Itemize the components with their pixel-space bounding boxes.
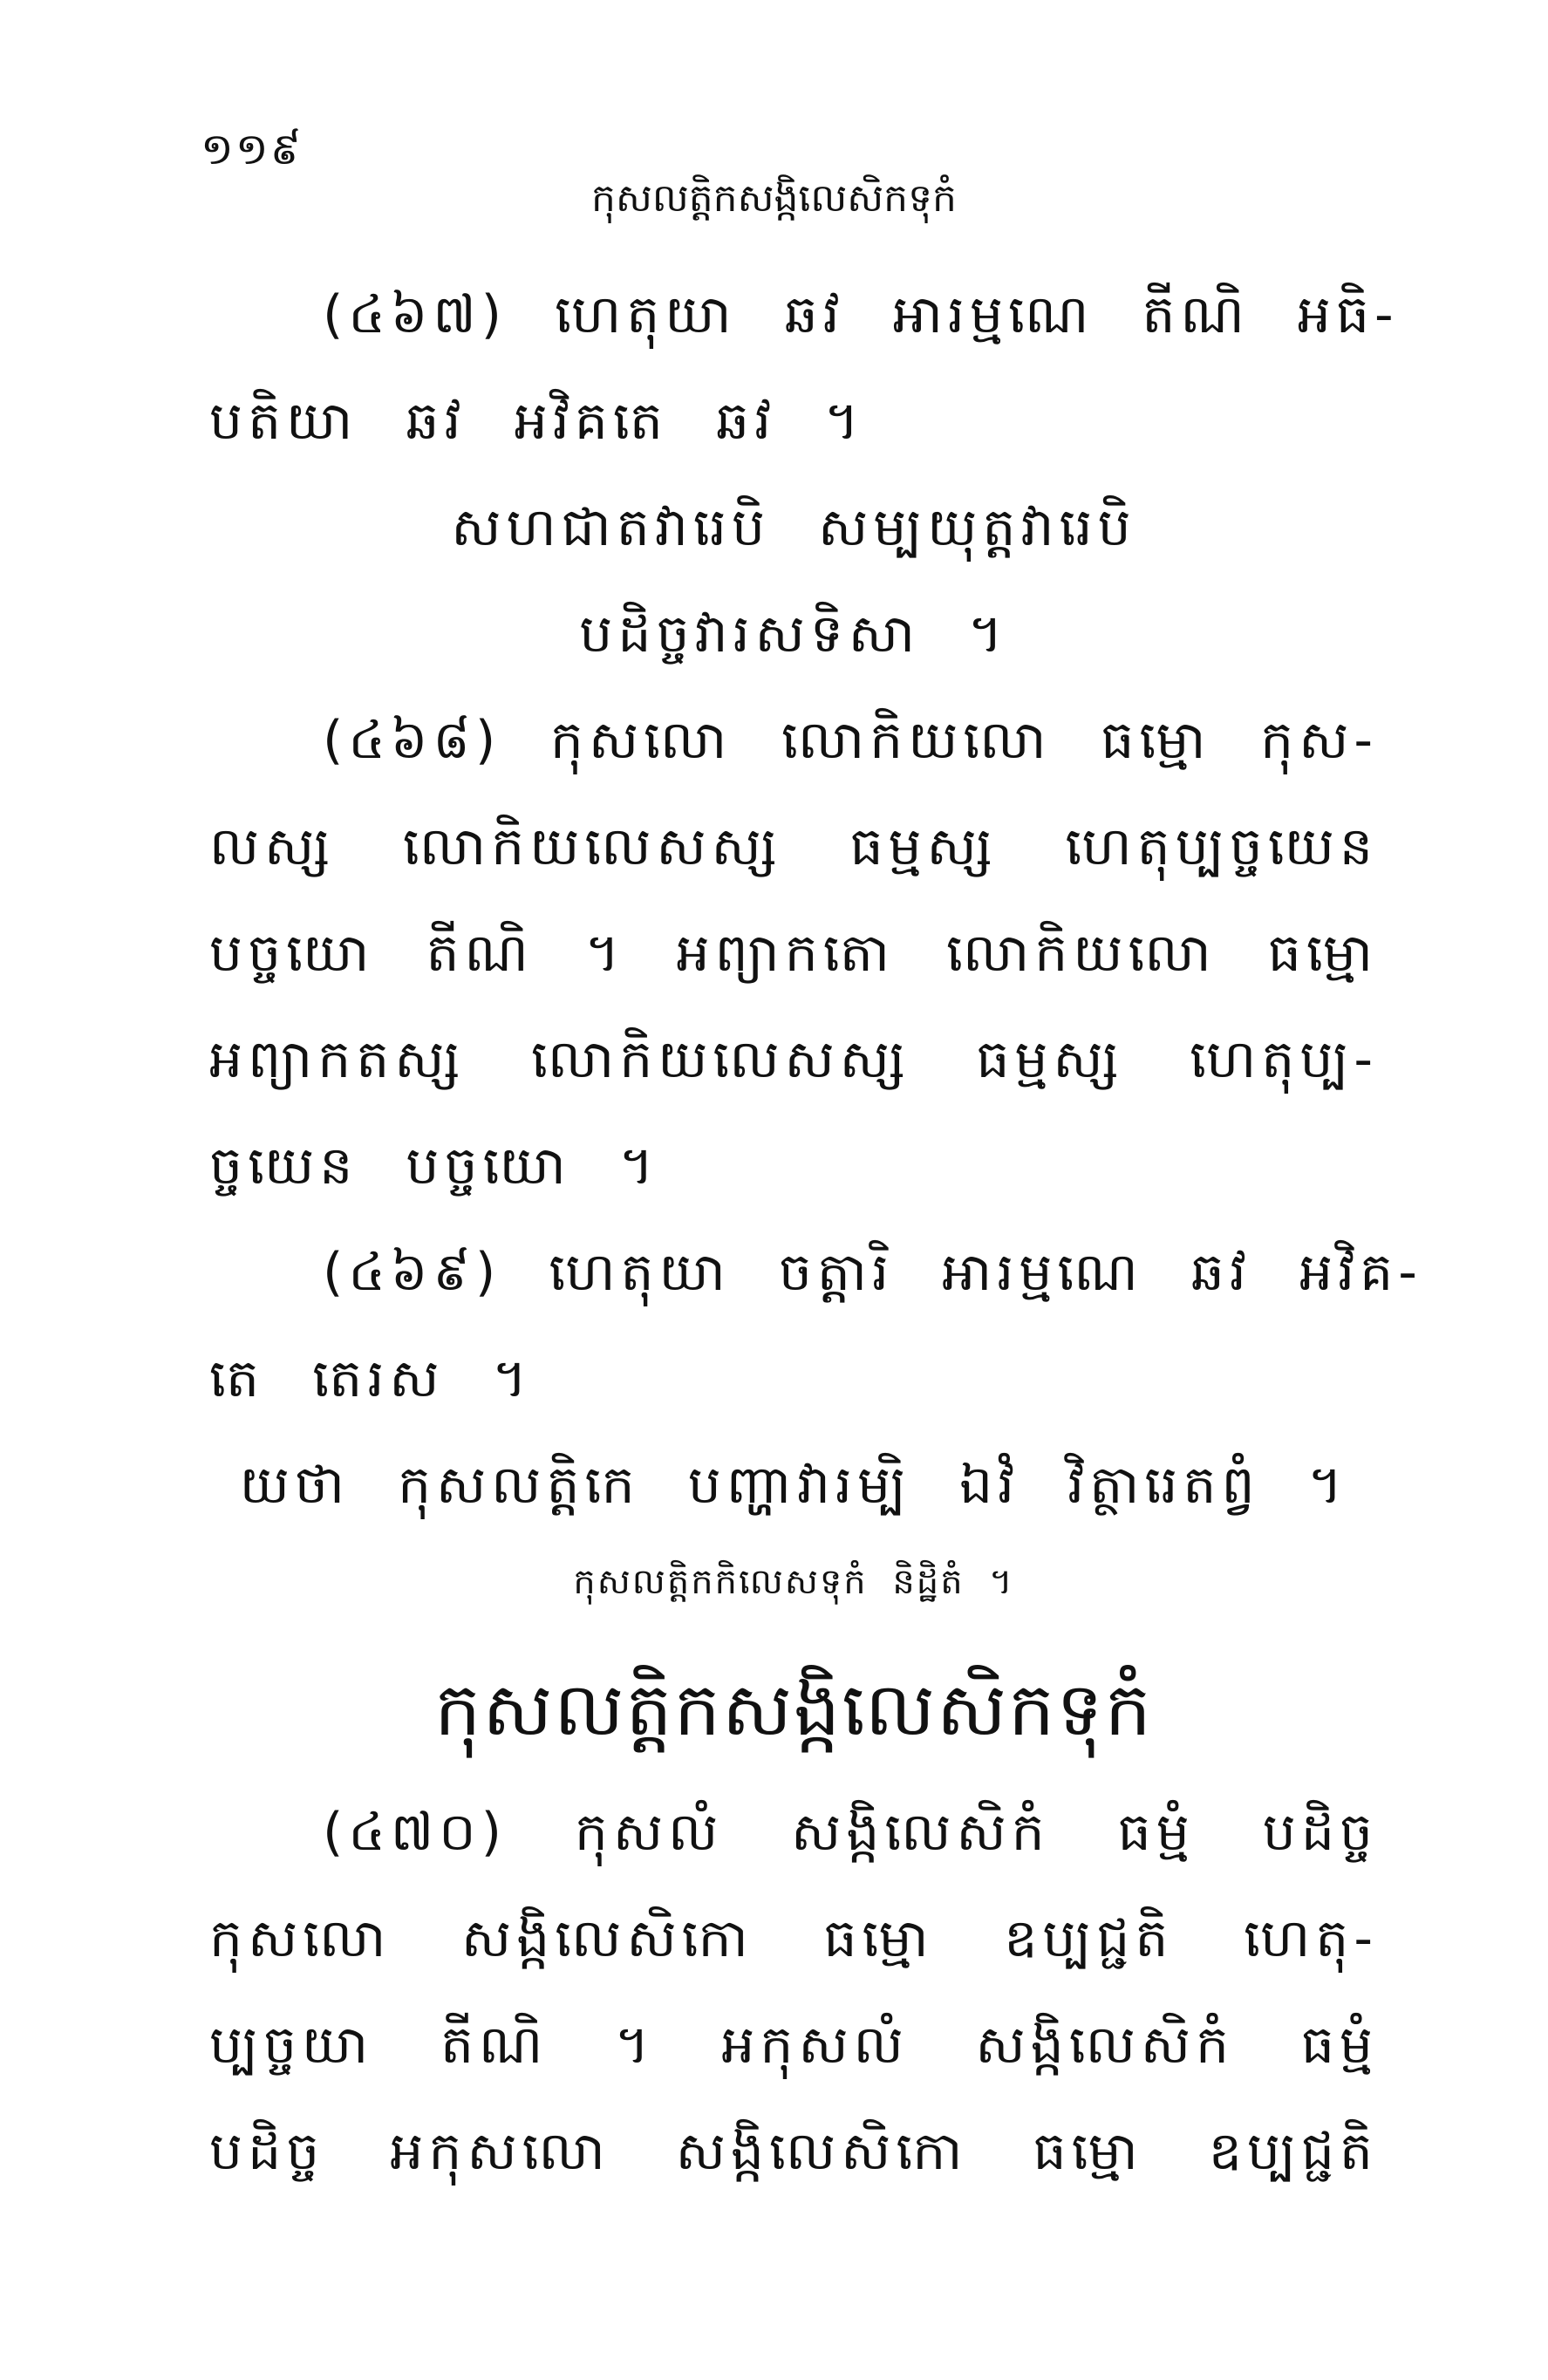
text-line: (៤៦៩) ហេតុយា ចត្តារិ អារម្មណេ ឆវ អវិគ- [323,1242,1422,1303]
text-line: តេ តេរស ។ [209,1348,533,1409]
text-line: លស្ស លោកិយលេសស្ស ធម្មស្ស ហេតុប្បច្ចយេន [209,816,1378,877]
text-line: (៤៦៧) ហេតុយា ឆវ ​អារម្មណេ តីណិ អធិ- [323,284,1399,345]
text-line: (៤៦៨) កុសលោ លោកិយលោ ធម្មោ កុស- [323,710,1378,771]
text-line: បដិច្ចវារសទិសា ។ [579,604,1008,665]
section [209,1640,1378,2205]
text-line: កុសលោ សង្កិលេសិកោ ធម្មោ ឧប្បជ្ជតិ ហេតុ- [209,1908,1378,1969]
text-line: សហជាតវារេបិ សម្បយុត្តវារេបិ [451,497,1136,558]
text-line: ប្បច្ចយា តីណិ ។ អកុសលំ សង្កិលេសិកំ ធម្មំ [209,2015,1378,2076]
text-line: អព្យាកតស្ស លោកិយលេសស្ស ធម្មស្ស ហេតុប្ប- [209,1029,1378,1090]
text-line: បច្ចយោ តីណិ ។ អព្យាកតោ លោកិយលោ ធម្មោ [209,923,1378,984]
text-line: យថា កុសលត្តិកេ បញ្ហាវារម្បិ ឯវំ វិត្ថារេតព្វំ ។ [239,1455,1348,1516]
text-line: (៤៧០) កុសលំ សង្កិលេសិកំ ធម្មំ បដិច្ច [323,1802,1378,1863]
text-block-467 [209,262,1399,687]
running-header: កុសលត្តិកសង្កិលេសិកទុកំ [591,176,957,221]
text-block-469 [209,1219,1422,1626]
text-line: ច្ចយេន បច្ចយោ ។ [209,1135,659,1197]
text-block-468 [209,687,1378,1219]
text-line: បតិយា ឆវ អវិគតេ ឆវ ។ [209,391,864,452]
text-line: បដិច្ច អកុសលោ សង្កិលេសិកោ ធម្មោ ឧប្បជ្ជតិ [209,2121,1378,2182]
section-title: កុសលត្តិកសង្កិលេសិកទុកំ [434,1667,1153,1752]
closing-note: កុសលត្តិកកិលេសទុកំ និដ្ឋិតំ ។ [573,1562,1014,1602]
page-number: ១១៩ [201,124,303,174]
